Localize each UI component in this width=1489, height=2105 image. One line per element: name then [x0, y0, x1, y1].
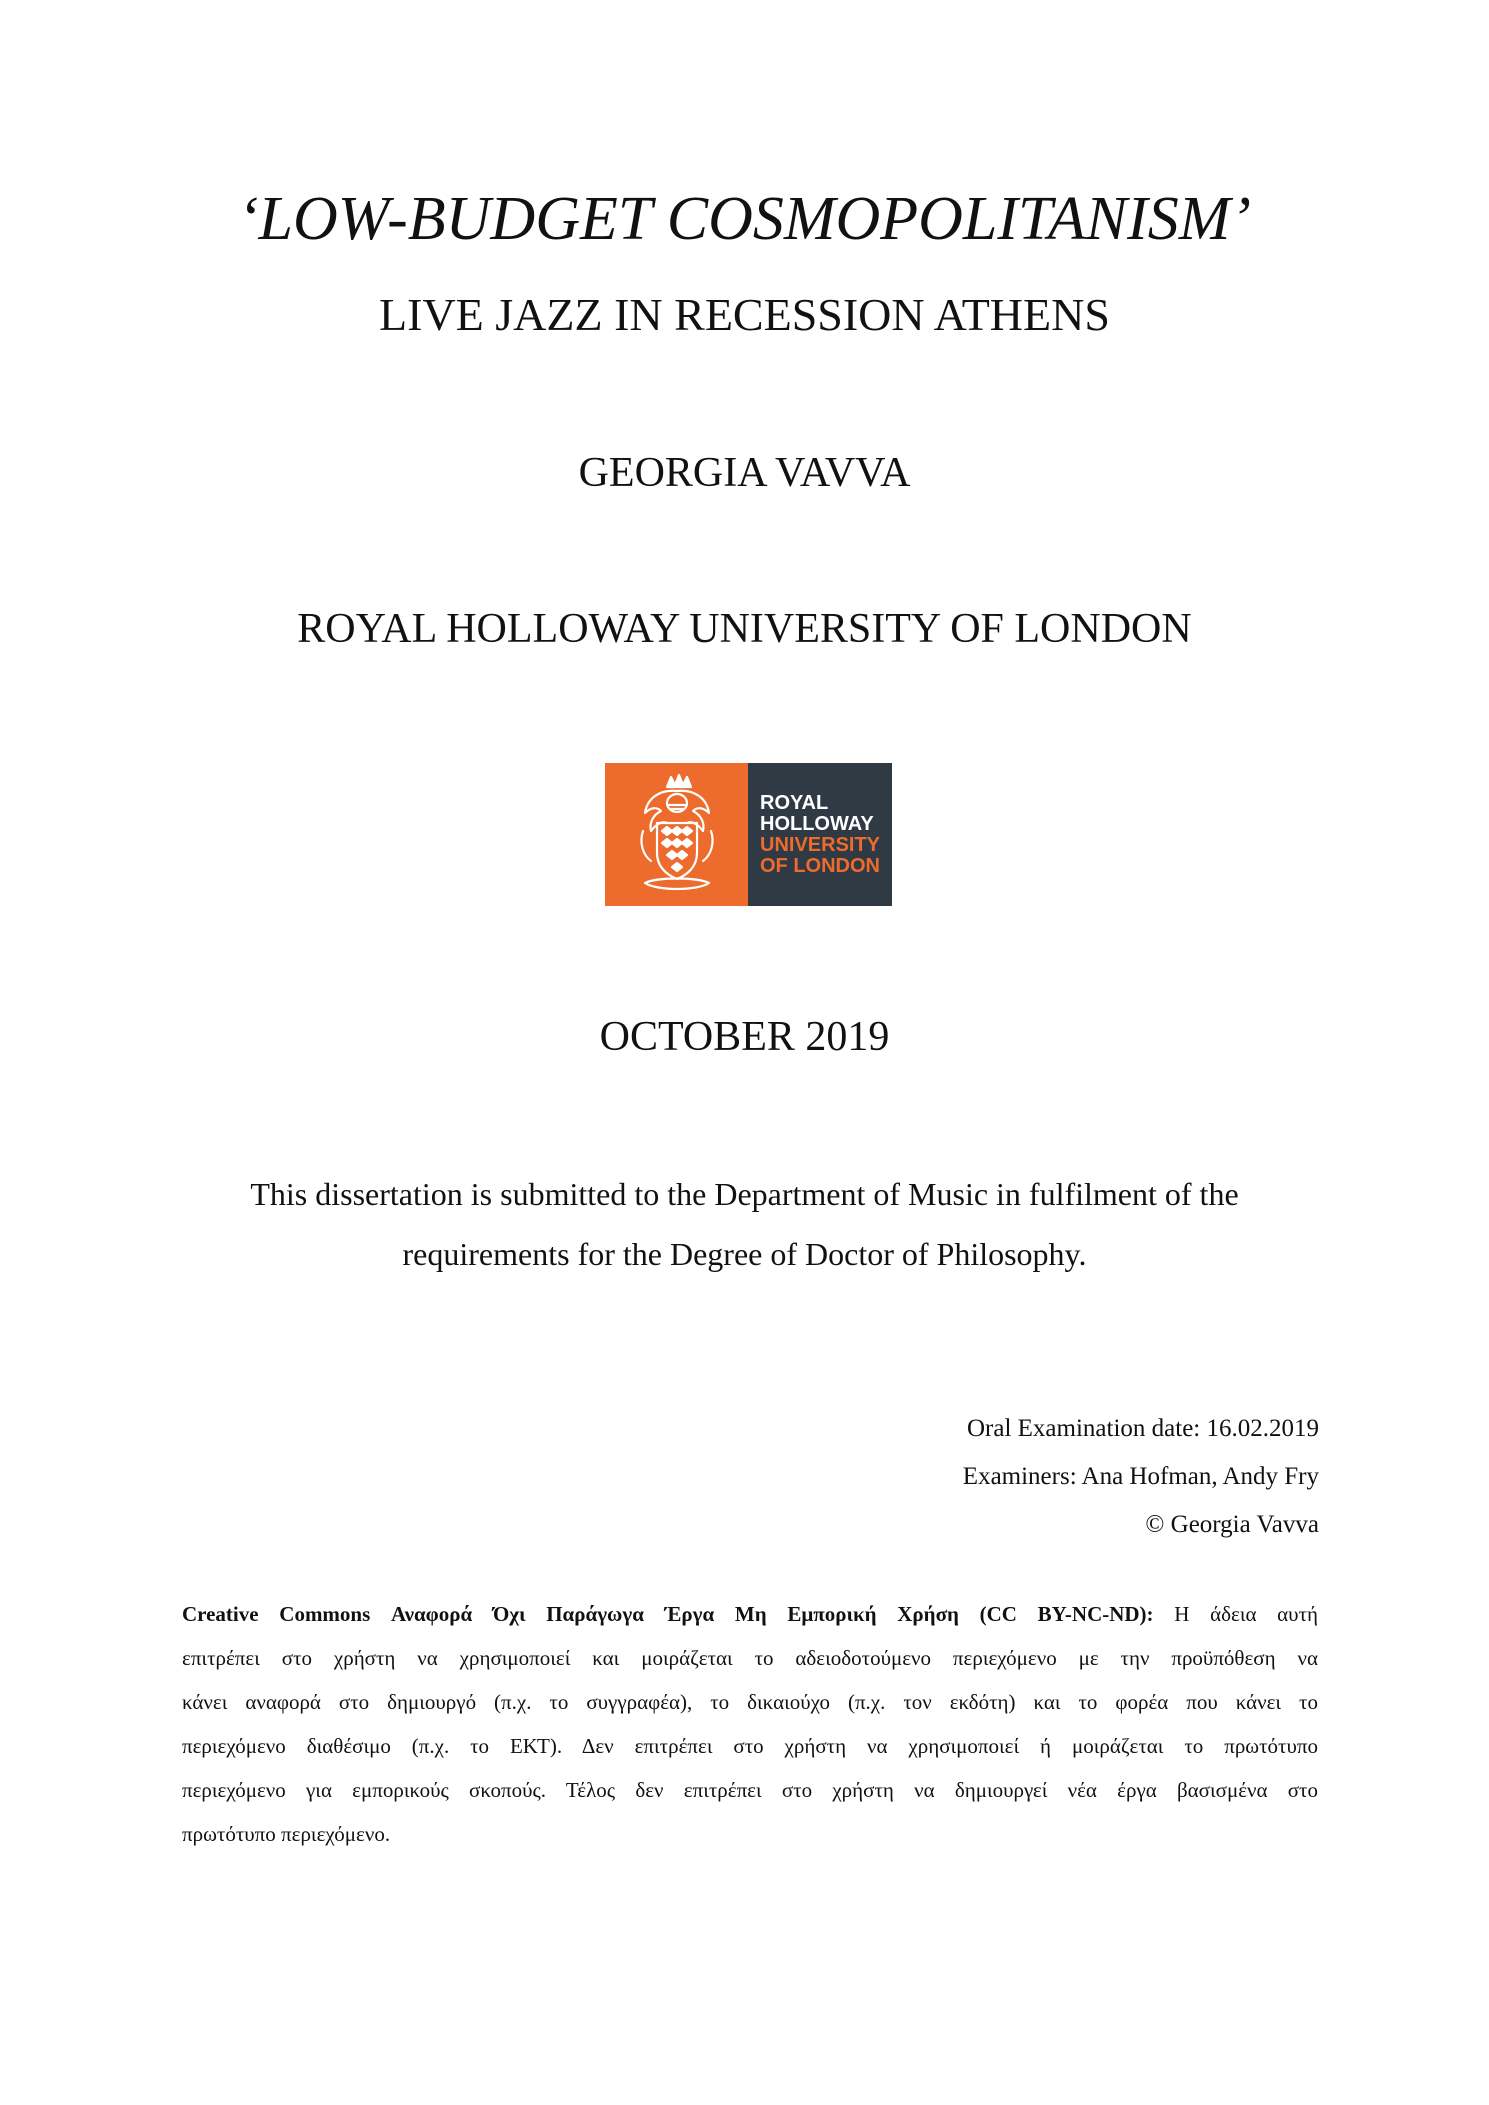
license-notice: [182, 1592, 1318, 1856]
license-line: περιεχόμενο διαθέσιμο (π.χ. το ΕΚΤ). Δεν επιτρέπει στο χρήστη να χρησιμοποιεί ή μοιράζεται το πρωτότυπο: [182, 1734, 1318, 1758]
logo-wordmark: [748, 763, 892, 906]
submission-statement: [0, 1164, 1489, 1284]
license-line: επιτρέπει στο χρήστη να χρησιμοποιεί και μοιράζεται το αδειοδοτούμενο περιεχόμενο με την προϋπόθεση να: [182, 1646, 1318, 1670]
license-line: περιεχόμενο για εμπορικούς σκοπούς. Τέλος δεν επιτρέπει στο χρήστη να δημιουργεί νέα έργα βασισμένα στο: [182, 1778, 1318, 1802]
license-heading: Creative Commons Αναφορά Όχι Παράγωγα Έργα Μη Εμπορική Χρήση (CC BY-NC-ND):: [182, 1602, 1154, 1626]
logo-line-university: UNIVERSITY: [760, 833, 881, 856]
author-name: GEORGIA VAVVA: [578, 450, 911, 496]
logo-line-holloway: HOLLOWAY: [760, 812, 874, 835]
oral-examination-date: Oral Examination date: 16.02.2019: [966, 1415, 1319, 1442]
thesis-subtitle: LIVE JAZZ IN RECESSION ATHENS: [379, 289, 1110, 340]
examiners: Examiners: Ana Hofman, Andy Fry: [962, 1463, 1319, 1490]
copyright-notice: © Georgia Vavva: [1145, 1511, 1319, 1538]
license-line: κάνει αναφορά στο δημιουργό (π.χ. το συγγραφέα), το δικαιούχο (π.χ. τον εκδότη) και το φορέα που κάνει το: [182, 1690, 1318, 1714]
license-text: Η άδεια αυτή: [1153, 1602, 1318, 1626]
examination-details: [963, 1405, 1319, 1549]
thesis-title: ‘LOW-BUDGET COSMOPOLITANISM’: [237, 185, 1252, 253]
license-line: [182, 1592, 1318, 1636]
statement-line: This dissertation is submitted to the Department of Music in fulfilment of the: [250, 1176, 1239, 1212]
license-line: πρωτότυπο περιεχόμενο.: [182, 1822, 391, 1846]
university-name: ROYAL HOLLOWAY UNIVERSITY OF LONDON: [297, 606, 1192, 652]
logo-line-of-london: OF LONDON: [760, 854, 880, 877]
college-crest-icon: [605, 763, 748, 906]
statement-line: requirements for the Degree of Doctor of Philosophy.: [402, 1236, 1087, 1272]
university-logo: [605, 763, 892, 906]
submission-date: OCTOBER 2019: [599, 1014, 890, 1060]
logo-line-royal: ROYAL: [760, 791, 829, 814]
